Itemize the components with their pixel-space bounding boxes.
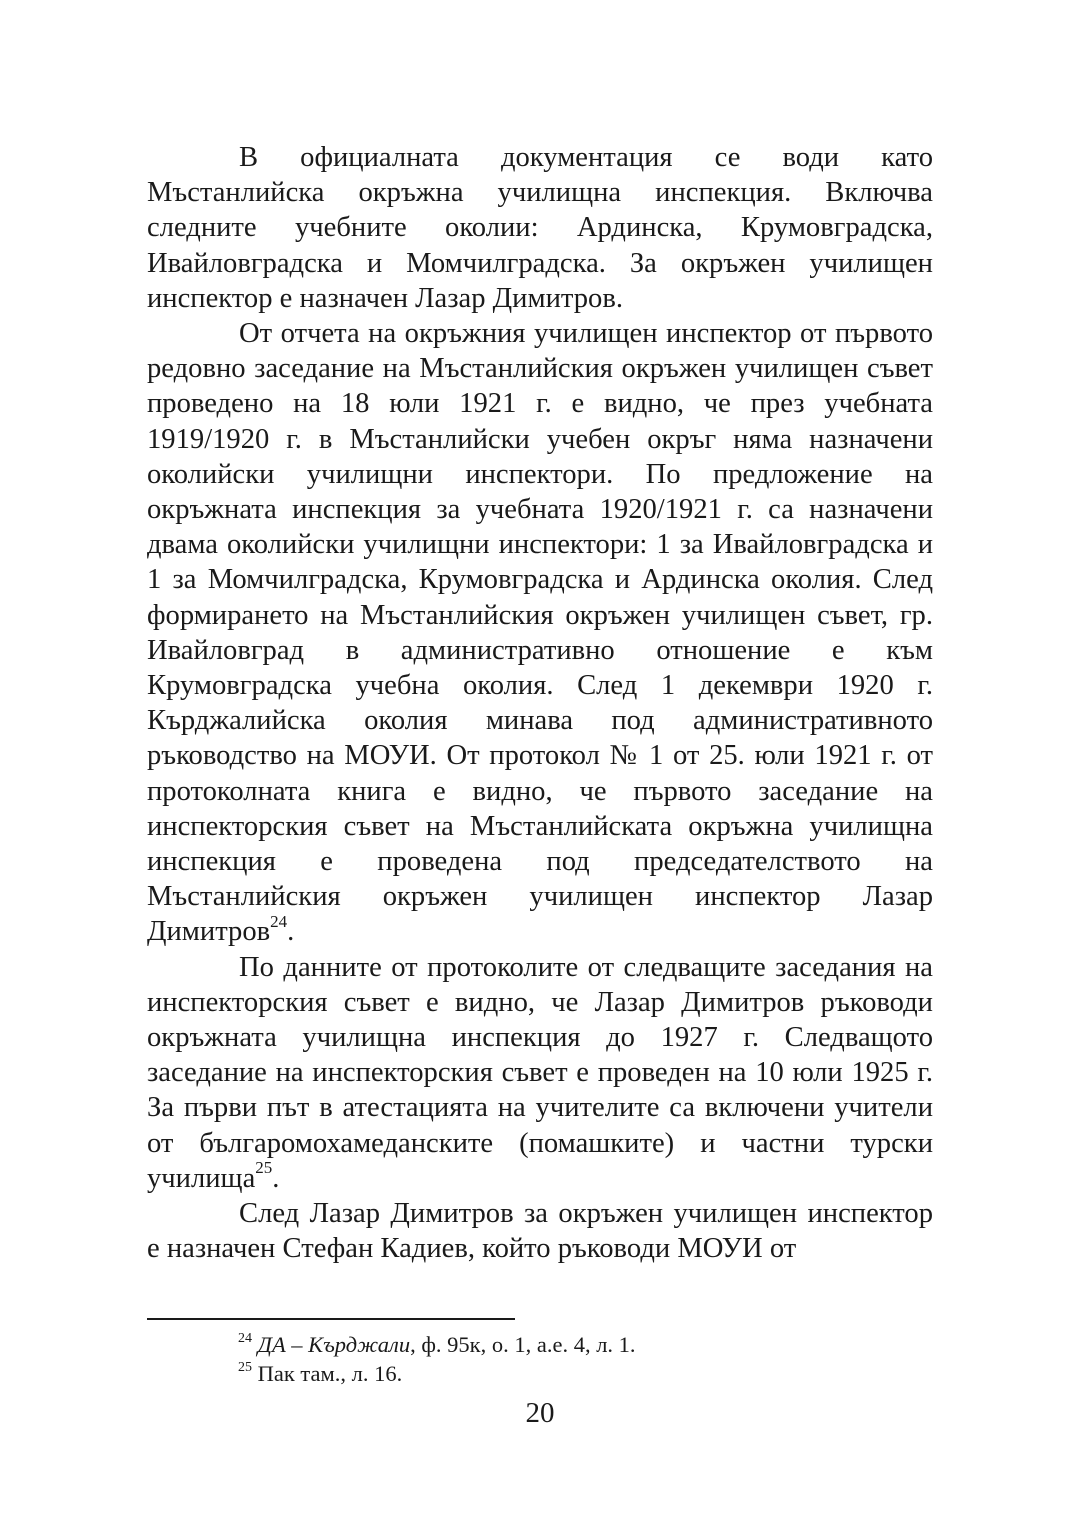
paragraph-4-text: След Лазар Димитров за окръжен училищен инспектор е назначен Стефан Кадиев, който ръководи МОУИ от [147, 1198, 933, 1265]
paragraph-1-text: В официалната документация се води като Мъстанлийска окръжна училищна инспекция. Включва следните учебните околии: Ардинска, Крумовградска, Ивайловградска и Момчилградска. За окръжен училищен инспектор е назначен Лазар Димитров. [147, 142, 933, 314]
footnote-source: ДА – Кърджали [257, 1332, 411, 1357]
paragraph-3-text: По данните от протоколите от следващите заседания на инспекторския съвет е видно, че Лазар Димитров ръководи окръжната училищна инспекция до 1927 г. Следващото заседание на инспекторския съвет е проведен на 10 юли 1925 г. За първи път в атестацията на учителите са включени учители от българомохамеданските (помашките) и частни турски училища [147, 951, 933, 1194]
footnote-ref-25[interactable]: 25 [255, 1158, 273, 1178]
footnote-25 [238, 1359, 938, 1388]
footnotes [238, 1330, 938, 1388]
footnote-number: 24 [238, 1330, 252, 1346]
paragraph-1 [147, 140, 933, 316]
footnote-24 [238, 1330, 938, 1359]
footnote-ref-24[interactable]: 24 [270, 911, 288, 931]
paragraph-2 [147, 316, 933, 950]
paragraph-2-text: От отчета на окръжния училищен инспектор от първото редовно заседание на Мъстанлийския окръжен училищен съвет проведено на 18 юли 1921 г. е видно, че през учебната 1919/1920 г. в Мъстанлийски учебен окръг няма назначени околийски училищни инспектори. По предложение на окръжната инспекция за учебната 1920/1921 г. са назначени двама околийски училищни инспектори: 1 за Ивайловградска и 1 за Момчилградска, Крумовградска и Ардинска околия. След формирането на Мъстанлийския окръжен училищен съвет, гр. Ивайловград в административно отношение е към Крумовградска учебна околия. След 1 декември 1920 г. Кърджалийска околия минава под административното ръководство на МОУИ. От протокол № 1 от 25. юли 1921 г. от протоколната книга е видно, че първото заседание на инспекторския съвет на Мъстанлийската окръжна училищна инспекция е проведена под председателството на Мъстанлийския окръжен училищен инспектор Лазар Димитров [147, 318, 933, 948]
paragraph-3 [147, 950, 933, 1196]
footnote-text: , ф. 95к, о. 1, а.е. 4, л. 1. [410, 1332, 636, 1357]
paragraph-4 [147, 1196, 933, 1266]
paragraph-3-tail: . [272, 1162, 280, 1194]
page-number: 20 [525, 1397, 555, 1429]
paragraph-2-tail: . [287, 916, 295, 948]
footnote-number: 25 [238, 1359, 252, 1375]
footnote-text: Пак там., л. 16. [257, 1361, 403, 1386]
footnote-divider [147, 1318, 515, 1320]
document-body [147, 140, 933, 1267]
